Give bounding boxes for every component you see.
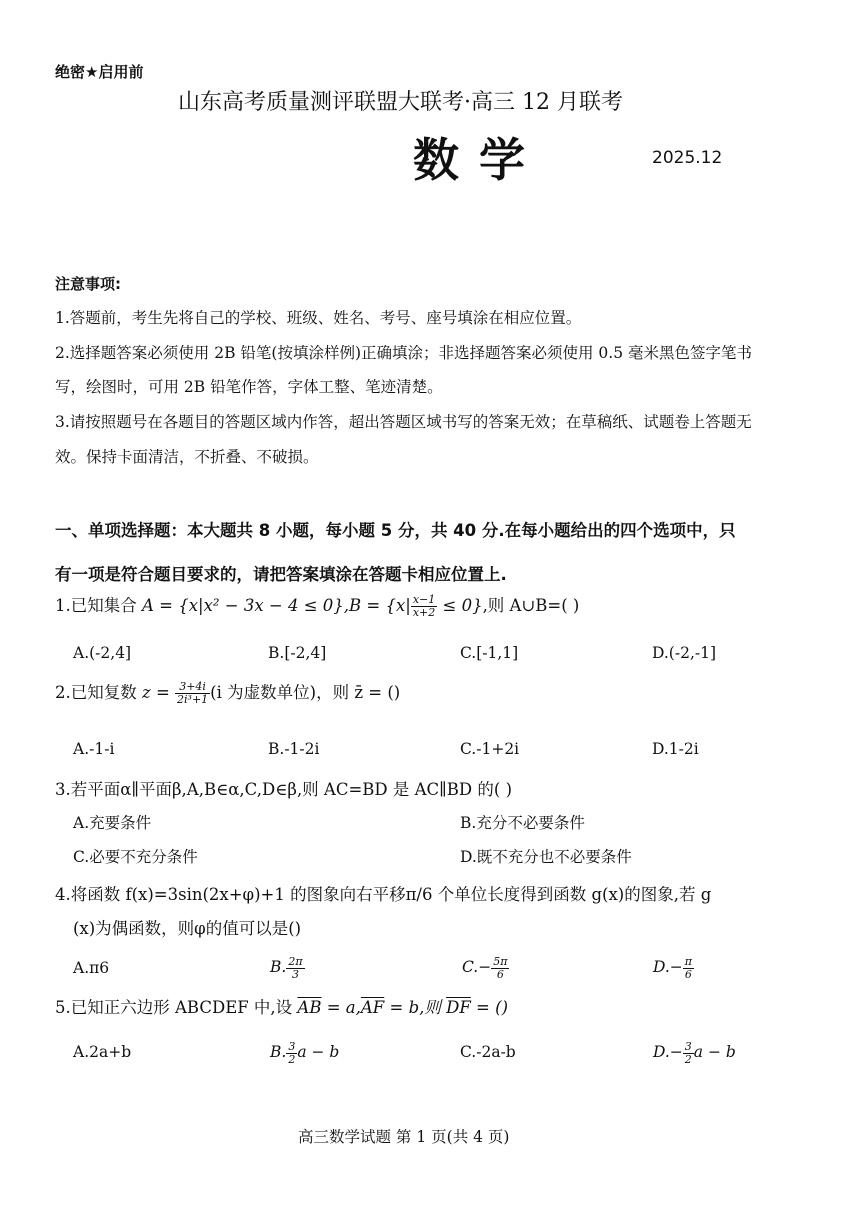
q5-option-d-fraction [683, 1041, 694, 1066]
q3-option-a: A.充要条件 [73, 814, 152, 832]
q5-vector-af: $\overline{AF}$ [360, 998, 385, 1017]
q5-eq-3: = () [470, 998, 509, 1017]
q5-vector-ab: $\overline{AB}$ [297, 998, 322, 1017]
q4-option-d-den: 6 [684, 967, 692, 981]
q2-frac-den: 2i³+1 [177, 693, 209, 706]
q4-option-c-den: 6 [496, 967, 504, 981]
q5-option-c: C.-2a-b [460, 1043, 516, 1061]
q1-frac-num: x−1 [412, 593, 436, 606]
q4-option-d-fraction [683, 956, 694, 981]
subject-title: 数 学 [413, 133, 528, 187]
exam-date: 2025.12 [652, 148, 723, 168]
note-item-3-line-2: 效。保持卡面清洁，不折叠、不破损。 [55, 448, 319, 466]
q4-option-d-num: π [684, 954, 693, 968]
q2-prefix: 2.已知复数 [55, 683, 142, 702]
q4-option-b-den: 3 [291, 967, 299, 981]
q5-option-b-tail: a − b [297, 1043, 340, 1061]
q5-option-d-label: D.− [653, 1043, 683, 1061]
q5-vector-df: $\overline{DF}$ [446, 998, 471, 1017]
question-3-stem: 3.若平面α∥平面β,A,B∈α,C,D∈β,则 AC=BD 是 AC∥BD 的( ) [55, 780, 513, 799]
q2-fraction [175, 681, 210, 706]
q4-option-a: A.π6 [73, 959, 110, 977]
q5-stem-prefix: 5.已知正六边形 ABCDEF 中,设 [55, 998, 298, 1017]
q1-option-a: A.(-2,4] [73, 644, 132, 662]
q1-fraction [411, 594, 437, 619]
q5-option-b-fraction [286, 1041, 297, 1066]
q1-prefix: 1.已知集合 [55, 596, 142, 615]
q1-set-b-close: ≤ 0} [437, 596, 483, 615]
q5-option-d-den: 2 [684, 1052, 692, 1066]
section-1-instructions-line-2: 有一项是符合题目要求的，请把答案填涂在答题卡相应位置上. [55, 565, 507, 584]
q5-option-a: A.2a+b [73, 1043, 132, 1061]
q5-option-b-num: 3 [288, 1039, 296, 1053]
q5-eq-1: = a, [321, 998, 361, 1017]
section-1-instructions-line-1: 一、单项选择题：本大题共 8 小题，每小题 5 分，共 40 分.在每小题给出的四个选项中，只 [55, 521, 736, 540]
q1-option-d: D.(-2,-1] [652, 644, 717, 662]
notes-title: 注意事项: [55, 275, 121, 293]
q2-frac-num: 3+4i [175, 681, 210, 694]
note-item-1: 1.答题前，考生先将自己的学校、班级、姓名、考号、座号填涂在相应位置。 [55, 309, 582, 327]
page-footer: 高三数学试题 第 1 页(共 4 页) [298, 1128, 510, 1146]
q1-suffix: ,则 A∪B=( ) [482, 596, 580, 615]
q4-option-b-label: B. [270, 958, 287, 976]
q2-suffix: (i 为虚数单位)，则 z̄ = () [210, 683, 401, 702]
question-5-stem [55, 995, 508, 1021]
question-4-stem-line-2: (x)为偶函数，则φ的值可以是() [73, 919, 302, 938]
q4-option-b [270, 950, 305, 984]
q2-option-c: C.-1+2i [460, 740, 520, 758]
exam-title: 山东高考质量测评联盟大联考·高三 12 月联考 [178, 90, 623, 115]
q1-set-b-open: ,B = {x| [343, 596, 411, 615]
q4-option-d-label: D.− [653, 958, 683, 976]
q2-option-b: B.-1-2i [268, 740, 320, 758]
q3-option-c: C.必要不充分条件 [73, 848, 198, 866]
q1-option-c: C.[-1,1] [460, 644, 519, 662]
q5-eq-2: = b,则 [384, 998, 447, 1017]
q5-option-b [270, 1035, 339, 1069]
q4-option-d [653, 950, 694, 984]
q3-option-b: B.充分不必要条件 [460, 814, 585, 832]
q1-frac-den: x+2 [412, 606, 436, 619]
note-item-2-line-1: 2.选择题答案必须使用 2B 铅笔(按填涂样例)正确填涂；非选择题答案必须使用 0.5 毫米黑色签字笔书 [55, 344, 752, 362]
q2-option-d: D.1-2i [652, 740, 699, 758]
q3-option-d: D.既不充分也不必要条件 [460, 848, 632, 866]
q4-option-c-label: C.− [462, 958, 492, 976]
q4-option-b-num: 2π [288, 954, 303, 968]
q5-option-d [653, 1035, 736, 1069]
q2-z-eq: z = [142, 683, 176, 702]
question-1-stem [55, 591, 579, 621]
q5-option-b-den: 2 [288, 1052, 296, 1066]
q4-option-c-fraction [491, 956, 509, 981]
q1-set-a: A = {x|x² − 3x − 4 ≤ 0} [142, 596, 344, 615]
q5-option-d-tail: a − b [693, 1043, 736, 1061]
confidential-label: 绝密★启用前 [55, 63, 144, 81]
q2-option-a: A.-1-i [73, 740, 115, 758]
question-2-stem [55, 678, 400, 708]
q4-option-b-fraction [286, 956, 304, 981]
q5-option-b-label: B. [270, 1043, 287, 1061]
q4-option-c [462, 950, 509, 984]
q5-option-d-num: 3 [684, 1039, 692, 1053]
note-item-2-line-2: 写，绘图时，可用 2B 铅笔作答，字体工整、笔迹清楚。 [55, 378, 443, 396]
question-4-stem-line-1: 4.将函数 f(x)=3sin(2x+φ)+1 的图象向右平移π/6 个单位长度得到函数 g(x)的图象,若 g [55, 885, 712, 904]
note-item-3-line-1: 3.请按照题号在各题目的答题区域内作答，超出答题区域书写的答案无效；在草稿纸、试题卷上答题无 [55, 413, 752, 431]
q1-option-b: B.[-2,4] [268, 644, 327, 662]
q4-option-c-num: 5π [493, 954, 508, 968]
